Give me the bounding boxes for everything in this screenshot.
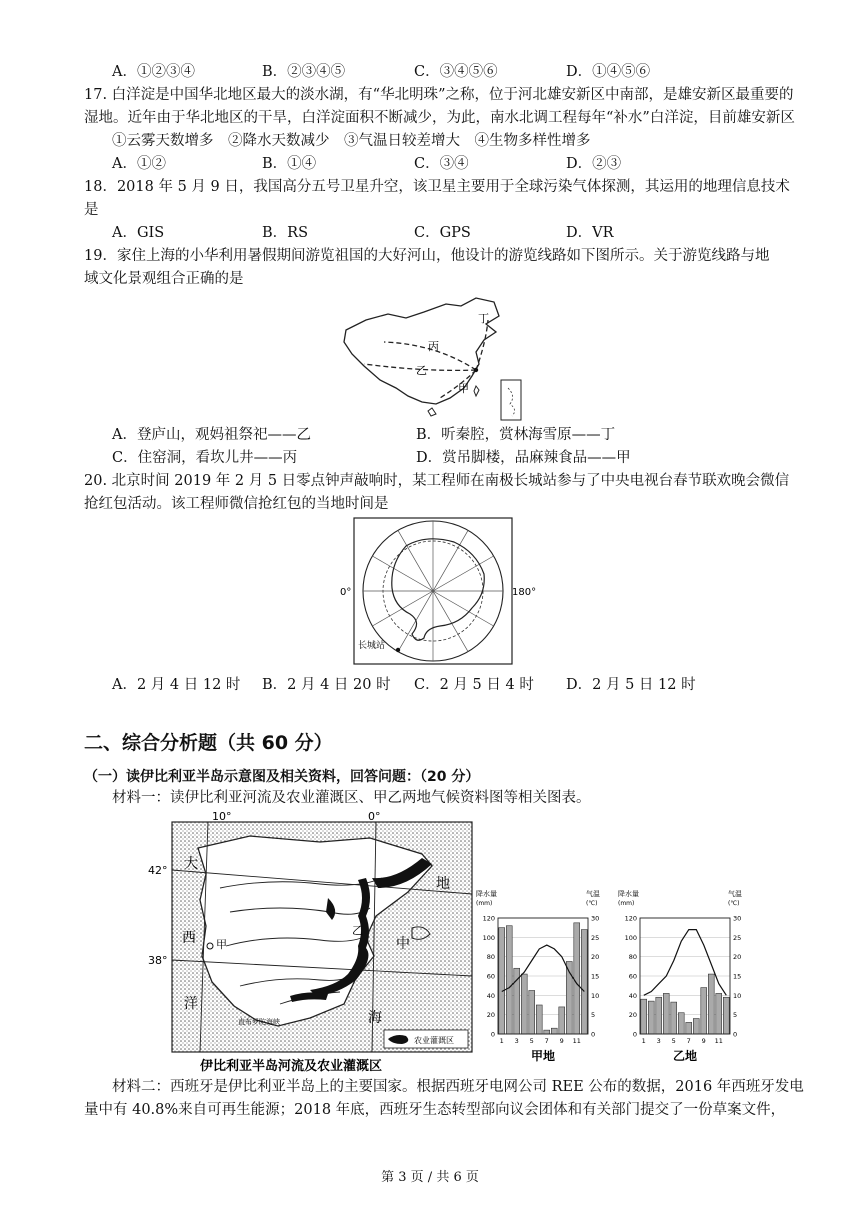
q17-option-c: C．③④ bbox=[414, 156, 469, 172]
q16-option-c: C．③④⑤⑥ bbox=[414, 64, 498, 80]
chart-title: 乙地 bbox=[672, 1049, 698, 1063]
precip-axis-unit: (mm) bbox=[618, 900, 635, 907]
precip-tick-label: 0 bbox=[632, 1030, 637, 1039]
section2-sub1: （一）读伊比利亚半岛示意图及相关资料，回答问题：（20 分） bbox=[84, 769, 480, 785]
temp-tick-label: 10 bbox=[591, 991, 600, 1000]
material2-line2: 量中有 40.8%来自可再生能源；2018 年底，西班牙生态转型部向议会团体和有关部门提交了一份草案文件， bbox=[84, 1102, 786, 1118]
iberia-map bbox=[148, 808, 478, 1076]
temp-tick-label: 0 bbox=[733, 1030, 738, 1039]
precip-tick-label: 60 bbox=[628, 972, 637, 981]
precip-tick-label: 0 bbox=[490, 1030, 495, 1039]
temp-tick-label: 30 bbox=[591, 914, 600, 923]
q19-stem-line2: 域文化景观组合正确的是 bbox=[84, 271, 244, 287]
precip-bar bbox=[506, 926, 512, 1034]
page-footer: 第 3 页 / 共 6 页 bbox=[381, 1170, 479, 1185]
temp-tick-label: 25 bbox=[733, 933, 742, 942]
map-label-strait: 直布罗陀海峡 bbox=[238, 1018, 280, 1026]
map-label-di: 地 bbox=[436, 876, 450, 892]
map-legend-label: 农业灌溉区 bbox=[414, 1036, 454, 1045]
precip-bar bbox=[499, 928, 505, 1034]
temp-axis-label: 气温 bbox=[586, 890, 600, 898]
q18-stem-line1: 18．2018 年 5 月 9 日，我国高分五号卫星升空，该卫星主要用于全球污染气体探测，其运用的地理信息技术 bbox=[84, 179, 790, 195]
q17-option-b: B．①④ bbox=[262, 156, 317, 172]
map-lon-10: 10° bbox=[212, 810, 232, 823]
temp-axis-unit: (℃) bbox=[586, 900, 598, 907]
precip-bar bbox=[641, 999, 647, 1034]
map-lat-42: 42° bbox=[148, 864, 168, 877]
q20-stem-line2: 抢红包活动。该工程师微信抢红包的当地时间是 bbox=[84, 496, 389, 512]
precip-bar bbox=[701, 988, 707, 1034]
map-lon-0: 0° bbox=[368, 810, 381, 823]
temp-tick-label: 0 bbox=[591, 1030, 596, 1039]
precip-bar bbox=[574, 923, 580, 1034]
q16-option-d: D．①④⑤⑥ bbox=[566, 64, 651, 80]
month-tick-label: 7 bbox=[544, 1037, 549, 1045]
map-label-ding: 丁 bbox=[478, 312, 489, 325]
china-route-map bbox=[336, 292, 536, 422]
material2-line1: 材料二：西班牙是伊比利亚半岛上的主要国家。根据西班牙电网公司 REE 公布的数据，2016 年西班牙发电 bbox=[112, 1079, 804, 1095]
temp-tick-label: 5 bbox=[591, 1011, 596, 1020]
map-lat-38: 38° bbox=[148, 954, 168, 967]
precip-bar bbox=[544, 1030, 550, 1034]
temp-tick-label: 20 bbox=[733, 953, 742, 962]
precip-bar bbox=[648, 1001, 654, 1034]
month-tick-label: 7 bbox=[686, 1037, 691, 1045]
precip-bar bbox=[529, 991, 535, 1035]
precip-tick-label: 120 bbox=[624, 914, 637, 923]
q18-option-d: D．VR bbox=[566, 225, 614, 241]
polar-label-180: 180° bbox=[512, 587, 537, 598]
month-tick-label: 5 bbox=[671, 1037, 676, 1045]
material1-text: 材料一：读伊比利亚河流及农业灌溉区、甲乙两地气候资料图等相关图表。 bbox=[112, 790, 591, 806]
temp-tick-label: 20 bbox=[591, 953, 600, 962]
map-label-da: 大 bbox=[184, 856, 198, 872]
precip-tick-label: 100 bbox=[482, 933, 495, 942]
polar-label-0: 0° bbox=[340, 587, 352, 598]
q19-option-d: D．赏吊脚楼，品麻辣食品——甲 bbox=[416, 450, 631, 466]
map-label-hai: 海 bbox=[368, 1010, 382, 1026]
month-tick-label: 11 bbox=[714, 1037, 723, 1045]
month-tick-label: 3 bbox=[514, 1037, 519, 1045]
map-label-zhong: 中 bbox=[396, 936, 410, 952]
precip-tick-label: 60 bbox=[486, 972, 495, 981]
q17-option-a: A．①② bbox=[112, 156, 166, 172]
precip-bar bbox=[656, 997, 662, 1034]
precip-bar bbox=[536, 1005, 542, 1034]
q19-option-a: A．登庐山，观妈祖祭祀——乙 bbox=[112, 427, 311, 443]
temp-tick-label: 15 bbox=[591, 972, 600, 981]
q19-stem-line1: 19．家住上海的小华利用暑假期间游览祖国的大好河山，他设计的游览线路如下图所示。关于游览线路与地 bbox=[84, 248, 770, 264]
q20-option-a: A．2 月 4 日 12 时 bbox=[112, 677, 241, 693]
q18-stem-line2: 是 bbox=[84, 202, 99, 218]
month-tick-label: 1 bbox=[641, 1037, 646, 1045]
q17-stem-line1: 17. 白洋淀是中国华北地区最大的淡水湖，有“华北明珠”之称，位于河北雄安新区中南部，是雄安新区最重要的 bbox=[84, 87, 794, 103]
map-label-yi: 乙 bbox=[352, 924, 363, 937]
map-label-jia: 甲 bbox=[458, 382, 469, 395]
precip-bar bbox=[551, 1028, 557, 1034]
month-tick-label: 1 bbox=[499, 1037, 504, 1045]
temp-tick-label: 10 bbox=[733, 991, 742, 1000]
precip-axis-label: 降水量 bbox=[618, 890, 639, 898]
map-label-yi: 乙 bbox=[416, 364, 427, 377]
precip-bar bbox=[559, 1007, 565, 1034]
section2-title: 二、综合分析题（共 60 分） bbox=[84, 732, 333, 754]
temp-axis-label: 气温 bbox=[728, 890, 742, 898]
climate-chart-yi bbox=[618, 886, 752, 1076]
chart-title: 甲地 bbox=[530, 1049, 556, 1063]
q17-items: ①云雾天数增多 ②降水天数减少 ③气温日较差增大 ④生物多样性增多 bbox=[112, 133, 591, 149]
precip-bar bbox=[663, 993, 669, 1034]
q20-stem-line1: 20. 北京时间 2019 年 2 月 5 日零点钟声敲响时，某工程师在南极长城站参与了中央电视台春节联欢晚会微信 bbox=[84, 473, 790, 489]
precip-tick-label: 40 bbox=[486, 991, 495, 1000]
q17-option-d: D．②③ bbox=[566, 156, 622, 172]
q18-option-c: C．GPS bbox=[414, 225, 471, 241]
precip-bar bbox=[671, 1002, 677, 1034]
precip-tick-label: 40 bbox=[628, 991, 637, 1000]
precip-axis-unit: (mm) bbox=[476, 900, 493, 907]
precip-bar bbox=[521, 974, 527, 1034]
q16-option-b: B．②③④⑤ bbox=[262, 64, 346, 80]
temp-tick-label: 30 bbox=[733, 914, 742, 923]
q17-stem-line2: 湿地。近年由于华北地区的干旱，白洋淀面积不断减少，为此，南水北调工程每年“补水”白洋淀，目前雄安新区 bbox=[84, 110, 795, 126]
precip-tick-label: 20 bbox=[628, 1011, 637, 1020]
precip-tick-label: 80 bbox=[486, 953, 495, 962]
month-tick-label: 5 bbox=[529, 1037, 534, 1045]
climate-chart-jia bbox=[476, 886, 610, 1076]
month-tick-label: 9 bbox=[701, 1037, 706, 1045]
precip-tick-label: 20 bbox=[486, 1011, 495, 1020]
map-label-yang: 洋 bbox=[184, 996, 198, 1012]
precip-axis-label: 降水量 bbox=[476, 890, 497, 898]
q20-option-c: C．2 月 5 日 4 时 bbox=[414, 677, 534, 693]
precip-tick-label: 100 bbox=[624, 933, 637, 942]
precip-bar bbox=[686, 1022, 692, 1034]
q18-option-a: A．GIS bbox=[112, 225, 165, 241]
month-tick-label: 3 bbox=[656, 1037, 661, 1045]
temp-tick-label: 5 bbox=[733, 1011, 738, 1020]
precip-bar bbox=[693, 1019, 699, 1034]
precip-tick-label: 120 bbox=[482, 914, 495, 923]
map-label-bing: 丙 bbox=[428, 340, 439, 353]
antarctic-polar-map bbox=[336, 516, 537, 668]
temp-axis-unit: (℃) bbox=[728, 900, 740, 907]
q20-option-b: B．2 月 4 日 20 时 bbox=[262, 677, 391, 693]
precip-bar bbox=[678, 1013, 684, 1034]
temp-tick-label: 15 bbox=[733, 972, 742, 981]
map-caption: 伊比利亚半岛河流及农业灌溉区 bbox=[200, 1059, 383, 1074]
month-tick-label: 9 bbox=[559, 1037, 564, 1045]
q16-option-a: A．①②③④ bbox=[112, 64, 195, 80]
map-label-xi: 西 bbox=[182, 930, 196, 946]
precip-bar bbox=[581, 930, 587, 1034]
q18-option-b: B．RS bbox=[262, 225, 309, 241]
precip-bar bbox=[716, 993, 722, 1034]
q20-option-d: D．2 月 5 日 12 时 bbox=[566, 677, 696, 693]
temp-tick-label: 25 bbox=[591, 933, 600, 942]
precip-bar bbox=[708, 974, 714, 1034]
precip-tick-label: 80 bbox=[628, 953, 637, 962]
precip-bar bbox=[723, 997, 729, 1034]
q19-option-c: C．住窑洞，看坎儿井——丙 bbox=[112, 450, 298, 466]
polar-label-station: 长城站 bbox=[358, 641, 386, 651]
month-tick-label: 11 bbox=[572, 1037, 581, 1045]
map-label-jia: 甲 bbox=[216, 938, 227, 951]
q19-option-b: B．听秦腔，赏林海雪原——丁 bbox=[416, 427, 616, 443]
